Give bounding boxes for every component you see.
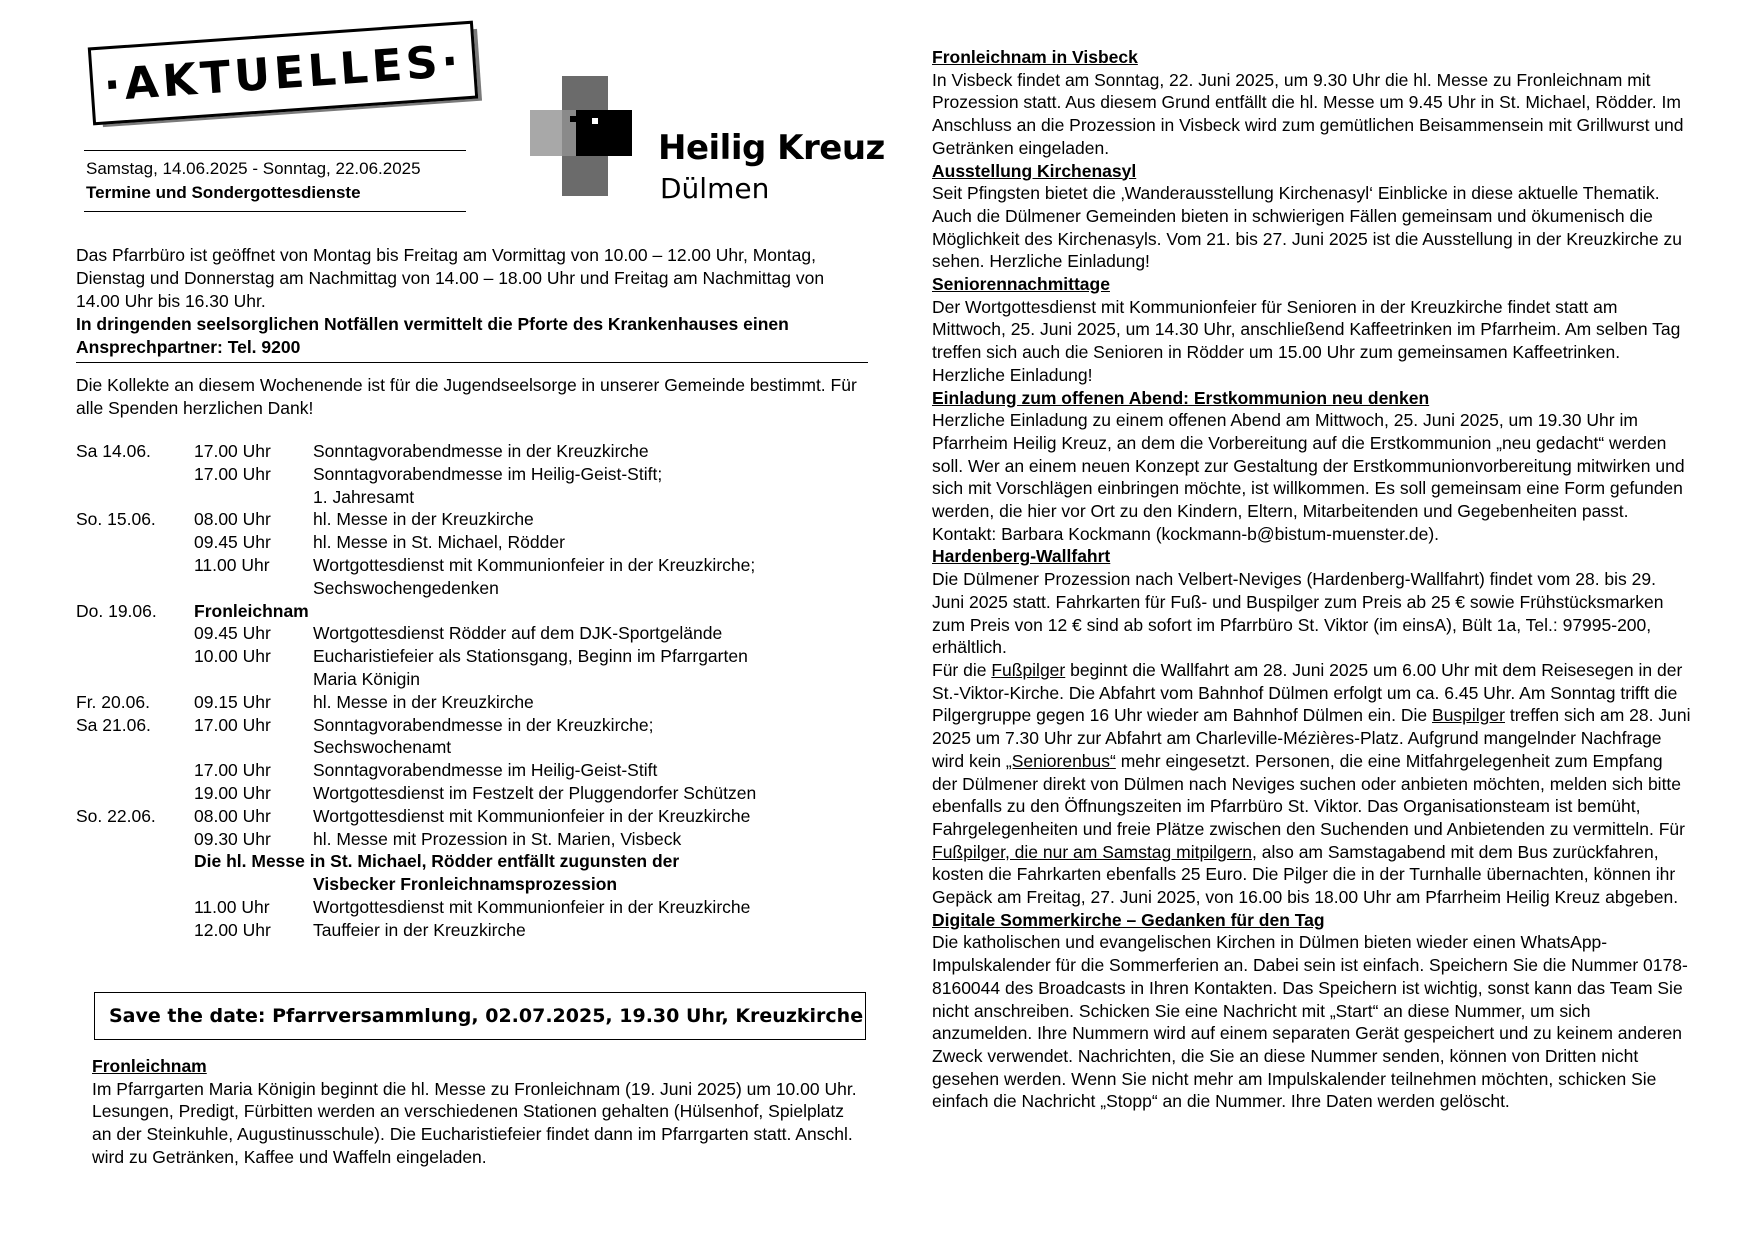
schedule-desc: Eucharistiefeier als Stationsgang, Beginn im Pfarrgarten [313, 646, 748, 667]
schedule-time: 10.00 Uhr [194, 646, 271, 667]
hardenberg-text: Die Dülmener Prozession nach Velbert-Neviges (Hardenberg-Wallfahrt) findet vom 28. bis 29. Juni 2025 statt. Fahrkarten für Fuß- und Buspilger zum Preis ab 25 € sowie Frühstücksmarken zum Preis von 12 € sind ab sofort im Pfarrbüro St. Viktor (im einsA), Bült 1a, Tel.: 97995-200, erhältlich. [932, 569, 1664, 658]
schedule-row [76, 896, 876, 919]
schedule-row [76, 850, 876, 873]
schedule-desc: Wortgottesdienst Rödder auf dem DJK-Sportgelände [313, 623, 723, 644]
schedule-time: 08.00 Uhr [194, 509, 271, 530]
office-hours-block [76, 244, 866, 359]
text-part: treffen sich am 28. Juni 2025 um 7.30 Uhr zur Abfahrt am Charleville-Mézières-Platz. Aufgrund mangelnder Nachfrage wird kein [932, 705, 1691, 771]
schedule-row [76, 919, 876, 942]
right-column [932, 46, 1692, 1113]
schedule-row [76, 691, 876, 714]
logo-city: Dülmen [660, 172, 770, 205]
schedule-desc: hl. Messe in der Kreuzkirche [313, 691, 534, 712]
asyl-title: Ausstellung Kirchenasyl [932, 160, 1137, 181]
schedule-desc: Tauffeier in der Kreuzkirche [313, 919, 526, 940]
schedule-desc: Sechswochengedenken [313, 577, 499, 598]
schedule-row [76, 736, 876, 759]
stamp-label: ·AKTUELLES· [88, 21, 479, 126]
senioren-title: Seniorennachmittage [932, 274, 1110, 295]
schedule-row [76, 531, 876, 554]
divider [76, 362, 868, 363]
schedule-desc: Maria Königin [313, 668, 420, 689]
parish-logo [530, 76, 885, 205]
schedule-time: 11.00 Uhr [194, 896, 270, 917]
schedule-time: 17.00 Uhr [194, 463, 271, 484]
schedule-highlight: Visbecker Fronleichnamsprozession [313, 874, 618, 895]
schedule-day: So. 15.06. [76, 509, 156, 530]
schedule-desc: Sonntagvorabendmesse im Heilig-Geist-Stift [313, 760, 658, 781]
schedule-desc: 1. Jahresamt [313, 486, 415, 507]
schedule-desc: Sonntagvorabendmesse im Heilig-Geist-Stift; [313, 463, 663, 484]
schedule-highlight: Fronleichnam [194, 600, 309, 621]
schedule-desc: Wortgottesdienst mit Kommunionfeier in der Kreuzkirche [313, 805, 751, 826]
schedule-time: 09.45 Uhr [194, 623, 271, 644]
schedule-time: 09.30 Uhr [194, 828, 271, 849]
schedule-row [76, 440, 876, 463]
schedule-row [76, 554, 876, 577]
schedule-row [76, 668, 876, 691]
schedule-day: Do. 19.06. [76, 600, 157, 621]
abend-text: Herzliche Einladung zu einem offenen Abend am Mittwoch, 25. Juni 2025, um 19.30 Uhr im Pfarrheim Heilig Kreuz, an dem die Vorbereitung auf die Erstkommunion „neu gedacht“ werden soll. Wer an einem neuen Konzept zur Gestaltung der Erstkommunionvorbereitung mitwirken und sich mit Vorschlägen einbringen möchte, ist willkommen. Es soll gemeinsam eine Form gefunden werden, die hier vor Ort zu den Kindern, Eltern, Mitarbeitenden und Gegebenheiten passt. Kontakt: Barbara Kockmann (kockmann-b@bistum-muenster.de). [932, 410, 1685, 544]
kollekte-note: Die Kollekte an diesem Wochenende ist für die Jugendseelsorge in unserer Gemeinde bestimmt. Für alle Spenden herzlichen Dank! [76, 375, 857, 418]
schedule-row [76, 577, 876, 600]
section-text: Im Pfarrgarten Maria Königin beginnt die hl. Messe zu Fronleichnam (19. Juni 2025) um 10.00 Uhr. Lesungen, Predigt, Fürbitten werden an verschiedenen Stationen gehalten (Hülsenhof, Spielplatz an der Steinkuhle, Augustinusschule). Die Eucharistiefeier findet dann im Pfarrgarten statt. Anschl. wird zu Getränken, Kaffee und Waffeln eingeladen. [92, 1078, 857, 1167]
schedule-row [76, 828, 876, 851]
schedule-time: 19.00 Uhr [194, 782, 271, 803]
samstag-pilger-label: Fußpilger, die nur am Samstag mitpilgern [932, 841, 1252, 862]
schedule-desc: hl. Messe in der Kreuzkirche [313, 509, 534, 530]
text-part: mehr eingesetzt. Personen, die eine Mitfahrgelegenheit zum Empfang der Dülmener direkt von Dülmen nach Neviges suchen oder anbieten möchten, melden sich bitte ebenfalls zu den Öffnungszeiten im Pfarrbüro St. Viktor. Das Organisationsteam ist bemüht, Fahrgelegenheiten und freie Plätze zwischen den Suchenden und Anbietenden zu vermitteln. Für [932, 750, 1685, 839]
schedule-day: Fr. 20.06. [76, 691, 150, 712]
schedule-desc: Sonntagvorabendmesse in der Kreuzkirche [313, 441, 649, 461]
date-block [84, 150, 466, 212]
schedule-row [76, 622, 876, 645]
schedule-row [76, 805, 876, 828]
schedule-table [76, 440, 876, 942]
text-part: beginnt die Wallfahrt am 28. Juni 2025 um 6.00 Uhr mit dem Reisesegen in der St.-Viktor-Kirche. Die Abfahrt vom Bahnhof Dülmen erfolgt um ca. 6.45 Uhr. Am Sonntag trifft die Pilgergruppe gegen 16 Uhr wieder am Bahnhof Dülmen ein. Die [932, 659, 1683, 726]
schedule-desc: Sechswochenamt [313, 737, 452, 758]
schedule-row [76, 714, 876, 737]
schedule-time: 12.00 Uhr [194, 919, 271, 940]
schedule-desc: Wortgottesdienst mit Kommunionfeier in der Kreuzkirche [313, 896, 751, 917]
schedule-desc: hl. Messe in St. Michael, Rödder [313, 532, 565, 553]
schedule-desc: Wortgottesdienst im Festzelt der Pluggendorfer Schützen [313, 782, 757, 803]
schedule-time: 17.00 Uhr [194, 760, 271, 781]
schedule-row [76, 508, 876, 531]
schedule-desc: Wortgottesdienst mit Kommunionfeier in der Kreuzkirche; [313, 554, 756, 575]
digital-title: Digitale Sommerkirche – Gedanken für den Tag [932, 909, 1325, 930]
save-the-date-box: Save the date: Pfarrversammlung, 02.07.2025, 19.30 Uhr, Kreuzkirche [94, 992, 866, 1040]
aktuelles-stamp [88, 32, 488, 120]
schedule-time: 09.45 Uhr [194, 532, 271, 553]
text-part: Für die [932, 659, 992, 680]
schedule-day: Sa 21.06. [76, 714, 151, 735]
schedule-row [76, 463, 876, 486]
schedule-day: Sa 14.06. [76, 441, 151, 461]
digital-text: Die katholischen und evangelischen Kirchen in Dülmen bieten wieder einen WhatsApp-Impulskalender für die Sommerferien an. Dabei sein ist einfach. Speichern Sie die Nummer 0178-8160044 des Broadcasts in Ihren Kontakten. Das Speichern ist wichtig, sonst kann das Team Sie nicht anschreiben. Schicken Sie eine Nachricht mit „Start“ an diese Nummer, um sich anzumelden. Ihre Nummern wird auf einem separaten Gerät gespeichert und zu keinem anderen Zweck verwendet. Nachrichten, die Sie an diese Nummer senden, können von Dritten nicht gesehen werden. Wenn Sie nicht mehr am Impulskalender teilnehmen möchten, schicken Sie einfach die Nachricht „Stopp“ an die Nummer. Ihre Daten werden gelöscht. [932, 932, 1688, 1112]
schedule-row [76, 645, 876, 668]
schedule-row [76, 486, 876, 509]
schedule-time: 08.00 Uhr [194, 805, 271, 826]
section-title: Fronleichnam [92, 1056, 207, 1076]
asyl-text: Seit Pfingsten bietet die ‚Wanderausstellung Kirchenasyl‘ Einblicke in diese aktuelle Thematik. Auch die Dülmener Gemeinden bieten in schwierigen Fällen gemeinsam und ökumenisch die Möglichkeit des Kirchenasyls. Vom 21. bis 27. Juni 2025 ist die Ausstellung in der Kreuzkirche zu sehen. Herzliche Einladung! [932, 183, 1682, 272]
cross-logo-icon [530, 76, 650, 196]
senioren-text: Der Wortgottesdienst mit Kommunionfeier für Senioren in der Kreuzkirche findet statt am Mittwoch, 25. Juni 2025, um 14.30 Uhr, anschließend Kaffeetrinken im Pfarrheim. Am selben Tag treffen sich auch die Senioren in Rödder um 15.00 Uhr zum gemeinsamen Kaffeetrinken. Herzliche Einladung! [932, 296, 1681, 385]
schedule-day: So. 22.06. [76, 805, 156, 826]
schedule-desc: hl. Messe mit Prozession in St. Marien, Visbeck [313, 828, 682, 849]
logo-name: Heilig Kreuz [658, 128, 885, 168]
fusspilger-label: Fußpilger [991, 659, 1066, 680]
text-part: , also am Samstagabend mit dem Bus zurückfahren, kosten die Fahrkarten ebenfalls 25 Euro. Die Pilger die in der Turnhalle übernachten, können ihr Gepäck am Freitag, 27. Juni 2025, von 16.00 bis 18.00 Uhr am Pfarrheim Heilig Kreuz abgeben. [932, 841, 1679, 908]
fronleichnam-section [92, 1055, 862, 1169]
schedule-row [76, 782, 876, 805]
schedule-row [76, 759, 876, 782]
schedule-time: 17.00 Uhr [194, 714, 271, 735]
schedule-desc: Sonntagvorabendmesse in der Kreuzkirche; [313, 714, 654, 735]
seniorenbus-label: „Seniorenbus“ [1005, 750, 1116, 771]
date-range: Samstag, 14.06.2025 - Sonntag, 22.06.2025 [86, 159, 421, 178]
section-subtitle: Termine und Sondergottesdienste [86, 183, 361, 202]
visbeck-text: In Visbeck findet am Sonntag, 22. Juni 2025, um 9.30 Uhr die hl. Messe zu Fronleichnam mit Prozession statt. Aus diesem Grund entfällt die hl. Messe um 9.45 Uhr in St. Michael, Rödder. Im Anschluss an die Prozession in Visbeck wird zum gemütlichen Beisammensein mit Grillwurst und Getränken eingeladen. [932, 69, 1684, 158]
schedule-row [76, 873, 876, 896]
visbeck-title: Fronleichnam in Visbeck [932, 47, 1138, 67]
office-hours: Das Pfarrbüro ist geöffnet von Montag bis Freitag am Vormittag von 10.00 – 12.00 Uhr, Montag, Dienstag und Donnerstag am Nachmittag von 14.00 – 18.00 Uhr und Freitag am Nachmittag von 14.00 Uhr bis 16.30 Uhr. [76, 245, 825, 311]
schedule-highlight: Die hl. Messe in St. Michael, Rödder entfällt zugunsten der [194, 851, 680, 872]
hardenberg-pilgrims [932, 659, 1692, 909]
schedule-time: 09.15 Uhr [194, 691, 271, 712]
hardenberg-title: Hardenberg-Wallfahrt [932, 546, 1111, 567]
emergency-note: In dringenden seelsorglichen Notfällen vermittelt die Pforte des Krankenhauses einen Ansprechpartner: Tel. 9200 [76, 314, 789, 357]
schedule-time: 17.00 Uhr [194, 441, 271, 461]
schedule-time: 11.00 Uhr [194, 554, 270, 575]
abend-title: Einladung zum offenen Abend: Erstkommunion neu denken [932, 387, 1430, 408]
schedule-row [76, 600, 876, 623]
buspilger-label: Buspilger [1432, 705, 1505, 726]
